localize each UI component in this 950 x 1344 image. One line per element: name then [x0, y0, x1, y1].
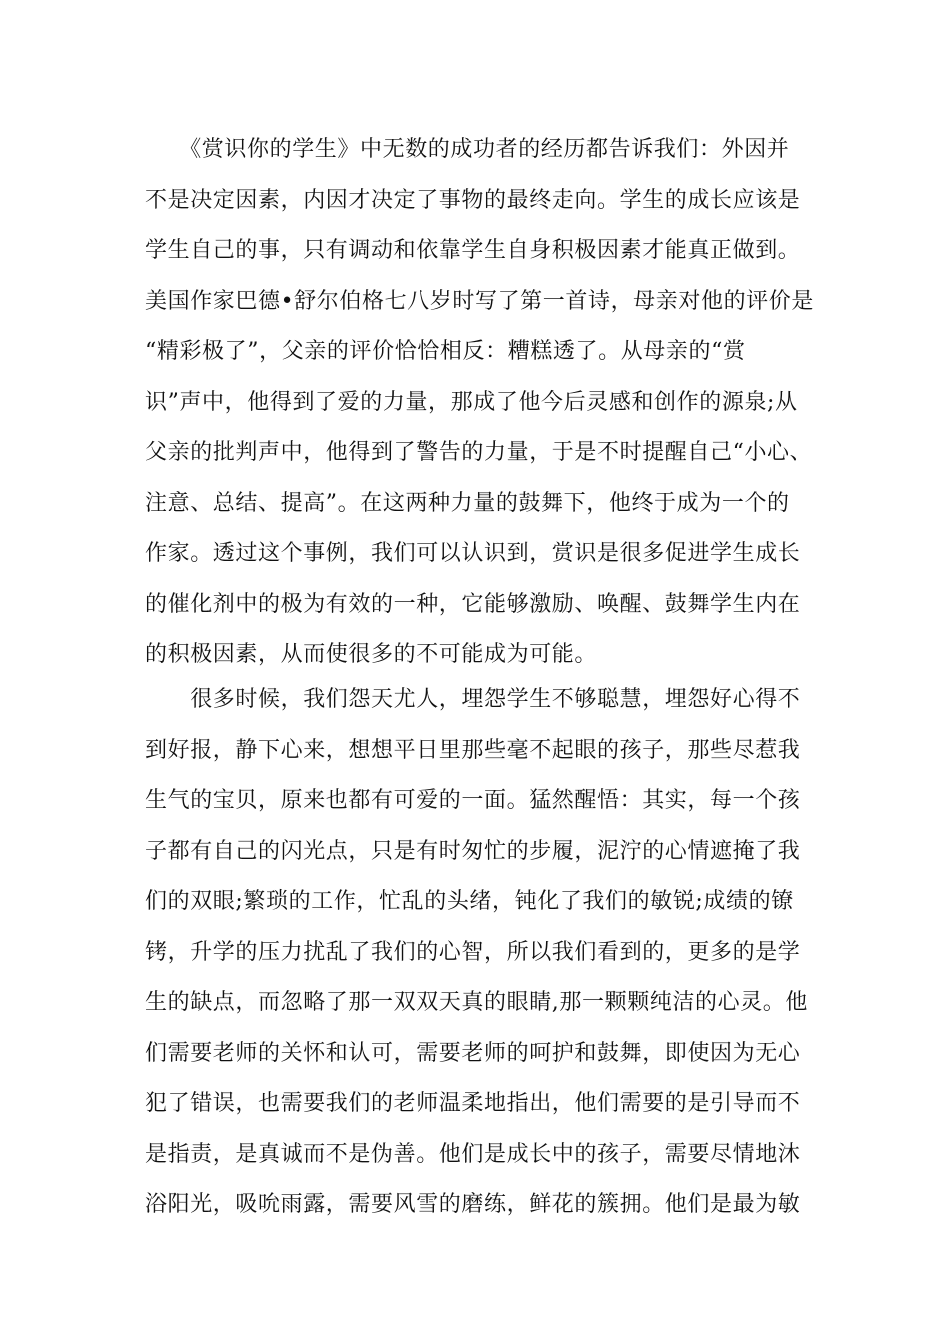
text-line: 作家。透过这个事例，我们可以认识到，赏识是很多促进学生成长: [145, 541, 801, 566]
text-line: 们需要老师的关怀和认可，需要老师的呵护和鼓舞，即使因为无心: [145, 1040, 801, 1066]
text-line: 不是决定因素，内因才决定了事物的最终走向。学生的成长应该是: [145, 187, 801, 213]
text-line: 浴阳光，吸吮雨露，需要风雪的磨练，鲜花的簇拥。他们是最为敏: [145, 1192, 801, 1217]
text-line: 的积极因素，从而使很多的不可能成为可能。: [145, 642, 598, 667]
text-line: 《赏识你的学生》中无数的成功者的经历都告诉我们：外因并: [145, 137, 790, 162]
text-line: 美国作家巴德•舒尔伯格七八岁时写了第一首诗，母亲对他的评价是: [145, 288, 814, 314]
text-line: 的催化剂中的极为有效的一种，它能够激励、唤醒、鼓舞学生内在: [145, 591, 801, 617]
text-line: 子都有自己的闪光点，只是有时匆忙的步履，泥泞的心情遮掩了我: [145, 838, 801, 864]
text-line: 到好报，静下心来，想想平日里那些毫不起眼的孩子，那些尽惹我: [145, 737, 801, 763]
paragraph-appreciation-intro: [145, 125, 815, 681]
text-line: 铐，升学的压力扰乱了我们的心智，所以我们看到的，更多的是学: [145, 939, 801, 965]
paragraph-student-shine: [145, 675, 815, 1231]
text-line: 是指责，是真诚而不是伪善。他们是成长中的孩子，需要尽情地沐: [145, 1141, 801, 1167]
text-line: 生气的宝贝，原来也都有可爱的一面。猛然醒悟：其实，每一个孩: [145, 788, 801, 813]
text-line: 父亲的批判声中，他得到了警告的力量，于是不时提醒自己“小心、: [145, 440, 813, 465]
text-line: 注意、总结、提高”。在这两种力量的鼓舞下，他终于成为一个的: [145, 490, 790, 516]
text-line: 生的缺点，而忽略了那一双双天真的眼睛,那一颗颗纯洁的心灵。他: [145, 990, 808, 1015]
text-line: 识”声中，他得到了爱的力量，那成了他今后灵感和创作的源泉;从: [145, 389, 798, 415]
text-line: 们的双眼;繁琐的工作，忙乱的头绪，钝化了我们的敏锐;成绩的镣: [145, 889, 794, 914]
text-line: 学生自己的事，只有调动和依靠学生自身积极因素才能真正做到。: [145, 238, 801, 263]
text-line: “精彩极了”，父亲的评价恰恰相反：糟糕透了。从母亲的“赏: [145, 339, 746, 364]
text-line: 很多时候，我们怨天尤人，埋怨学生不够聪慧，埋怨好心得不: [145, 687, 801, 712]
text-line: 犯了错误，也需要我们的老师温柔地指出，他们需要的是引导而不: [145, 1091, 801, 1116]
